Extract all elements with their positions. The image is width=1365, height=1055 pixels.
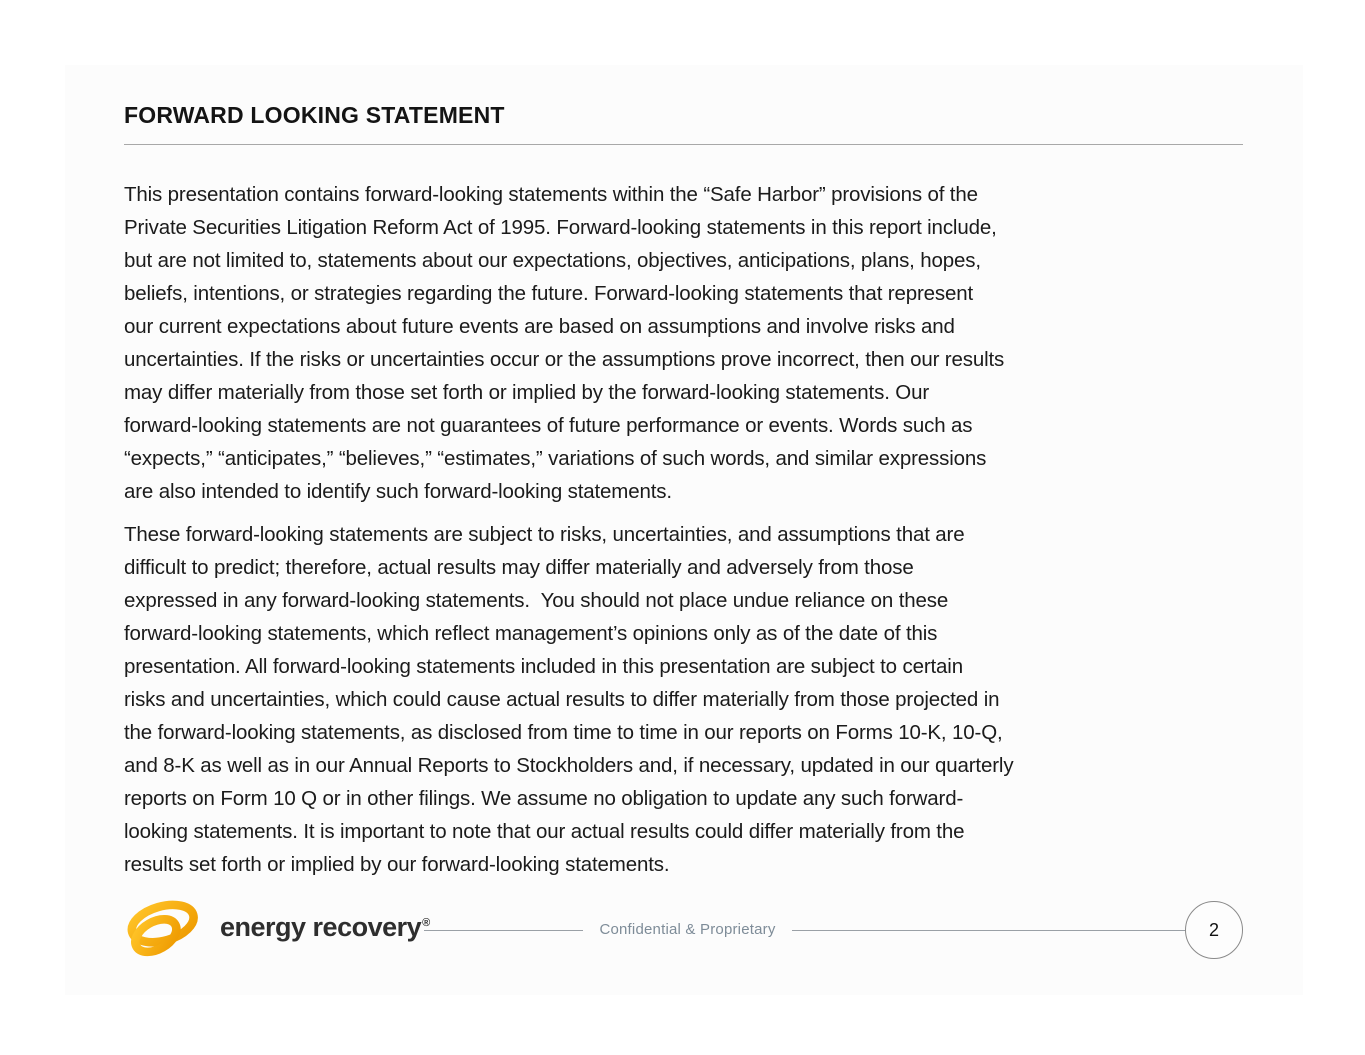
page-number: 2 bbox=[1208, 919, 1219, 940]
text-line: are also intended to identify such forward-looking statements. bbox=[124, 480, 672, 503]
slide-canvas bbox=[65, 65, 1303, 995]
text-line: Private Securities Litigation Reform Act of 1995. Forward-looking statements in this report include, bbox=[124, 216, 997, 239]
slide-footer bbox=[65, 887, 1303, 977]
text-line: looking statements. It is important to note that our actual results could differ materially from the bbox=[124, 820, 965, 843]
text-line: reports on Form 10 Q or in other filings. We assume no obligation to update any such forward- bbox=[124, 787, 964, 810]
confidential-label: Confidential & Proprietary bbox=[599, 921, 776, 938]
energy-recovery-swirl-icon bbox=[118, 891, 204, 963]
energy-recovery-logo bbox=[118, 891, 430, 963]
text-line: our current expectations about future events are based on assumptions and involve risks and bbox=[124, 315, 955, 338]
text-line: These forward-looking statements are subject to risks, uncertainties, and assumptions that are bbox=[124, 523, 965, 546]
text-line: results set forth or implied by our forward-looking statements. bbox=[124, 853, 670, 876]
text-line: forward-looking statements are not guarantees of future performance or events. Words such as bbox=[124, 414, 973, 437]
text-line: expressed in any forward-looking statements. You should not place undue reliance on these bbox=[124, 589, 949, 612]
logo-wordmark: energy recovery bbox=[220, 911, 422, 942]
text-line: presentation. All forward-looking statements included in this presentation are subject to certain bbox=[124, 655, 963, 678]
text-line: but are not limited to, statements about our expectations, objectives, anticipations, plans, hopes, bbox=[124, 249, 981, 272]
text-line: forward-looking statements, which reflect management’s opinions only as of the date of this bbox=[124, 622, 938, 645]
page-title: FORWARD LOOKING STATEMENT bbox=[124, 102, 505, 129]
text-line: uncertainties. If the risks or uncertainties occur or the assumptions prove incorrect, then our results bbox=[124, 348, 1005, 371]
title-divider bbox=[124, 144, 1243, 145]
text-line: and 8-K as well as in our Annual Reports to Stockholders and, if necessary, updated in our quarterly bbox=[124, 754, 1014, 777]
text-line: “expects,” “anticipates,” “believes,” “estimates,” variations of such words, and similar expressions bbox=[124, 447, 987, 470]
footer-divider-left bbox=[424, 930, 583, 931]
text-line: difficult to predict; therefore, actual results may differ materially and adversely from those bbox=[124, 556, 914, 579]
disclaimer-body bbox=[124, 178, 1013, 881]
text-line: risks and uncertainties, which could cause actual results to differ materially from those projected in bbox=[124, 688, 1000, 711]
text-line: This presentation contains forward-looking statements within the “Safe Harbor” provisions of the bbox=[124, 183, 978, 206]
text-line: beliefs, intentions, or strategies regarding the future. Forward-looking statements that represent bbox=[124, 282, 974, 305]
text-line: the forward-looking statements, as disclosed from time to time in our reports on Forms 10-K, 10-Q, bbox=[124, 721, 1003, 744]
page-number-badge bbox=[1185, 901, 1243, 959]
registered-trademark-mark: ® bbox=[422, 916, 430, 929]
text-line: may differ materially from those set forth or implied by the forward-looking statements. Our bbox=[124, 381, 930, 404]
logo-text bbox=[220, 912, 430, 943]
footer-divider-right bbox=[792, 930, 1186, 931]
paragraph-1 bbox=[124, 178, 1013, 508]
paragraph-2 bbox=[124, 518, 1013, 881]
